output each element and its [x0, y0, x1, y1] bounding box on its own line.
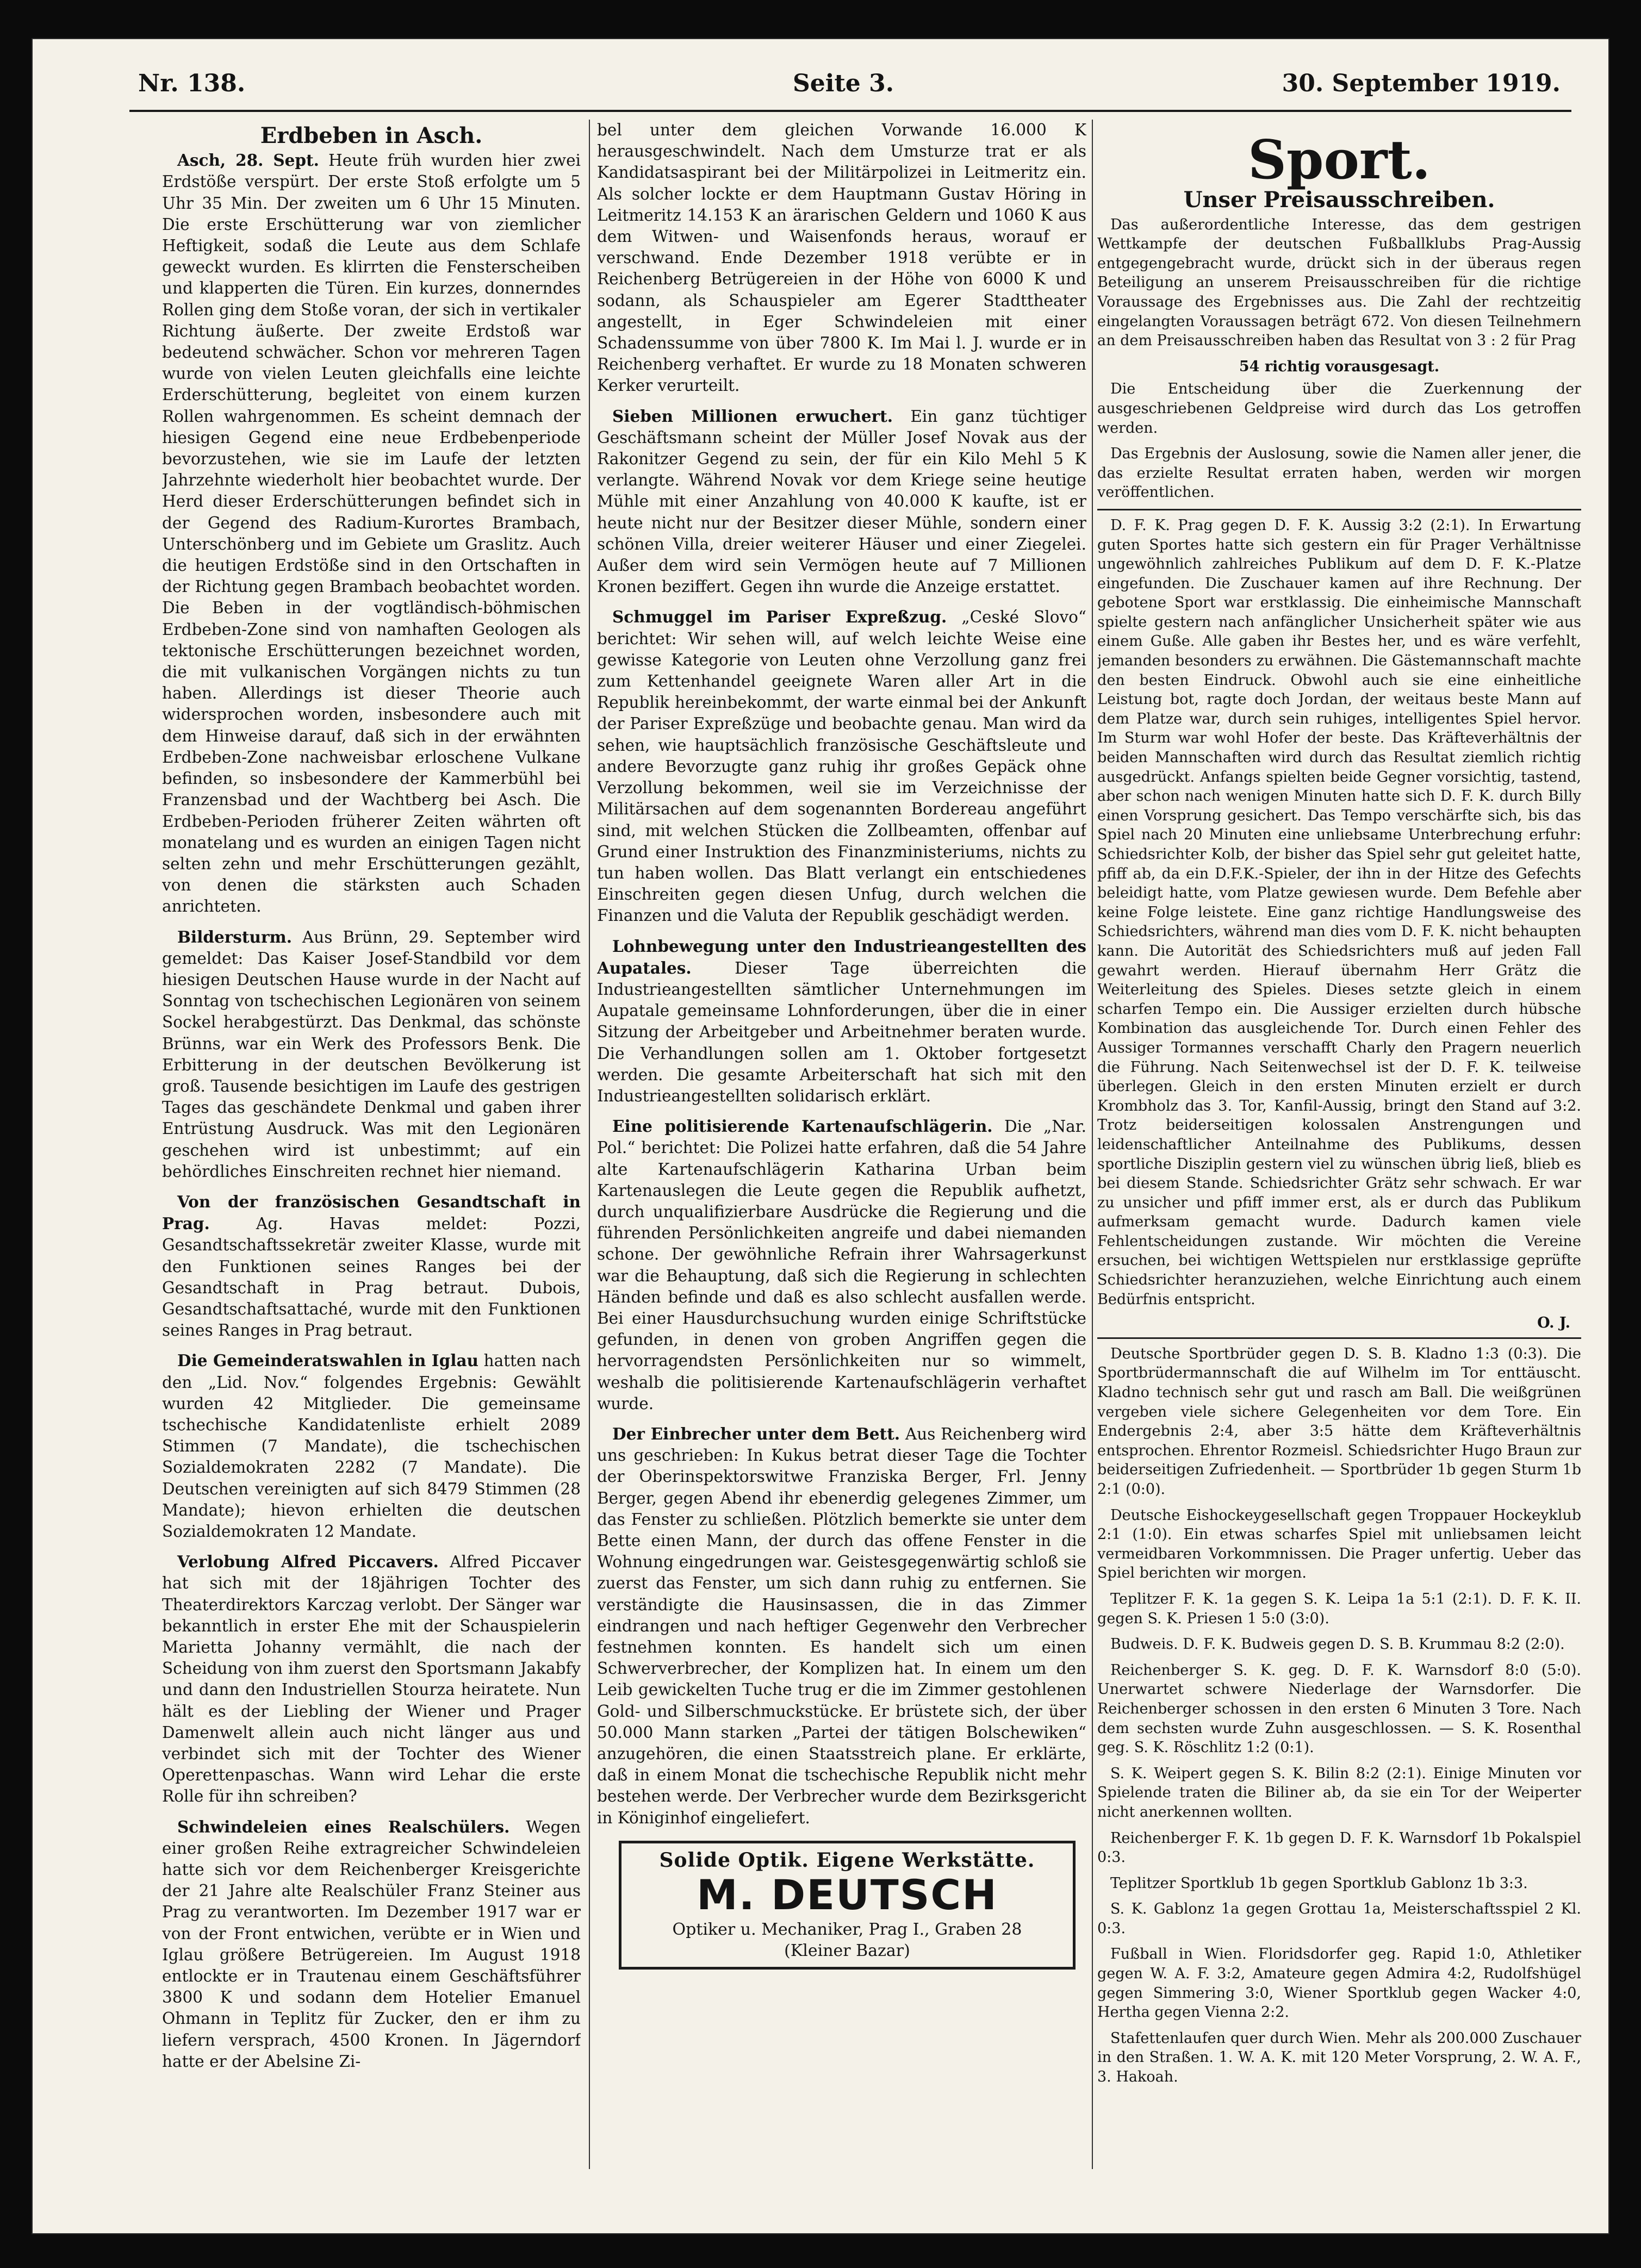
- article: [162, 1350, 581, 1542]
- column-1: [162, 120, 581, 2191]
- article-text: „Ceské Slovo“ berichtet: Wir sehen will, auf welch leichte Weise eine gewisse Kategorie von Leuten ohne Verzollung ganz frei zum Kettenhandel geeignete Waren aller Art in die Republik hereinbekommt, der warte einmal bei der Ankunft der Pariser Expreßzüge und beobachte genau. Man wird da sehen, wie hauptsächlich französische Geschäftsleute und andere Bevorzugte ganz ruhig ihr großes Gepäck ohne Verzollung bekommen, weil sie im Verzeichnisse der Militärsachen auf dem sogenannten Bordereau angeführt sind, mit welchen Stücken die Zollbeamten, offenbar auf Grund einer Instruktion des Finanzministeriums, nichts zu tun haben wollen. Das Blatt verlangt ein entschiedenes Einschreiten gegen diesen Unfug, durch welchen die Finanzen und die Valuta der Republik geschädigt werden.: [597, 608, 1086, 925]
- article: [162, 1551, 581, 1807]
- article-text: Ag. Havas meldet: Pozzi, Gesandtschaftssekretär zweiter Klasse, wurde mit den Funktionen seines Ranges bei der Gesandtschaft in Prag betraut. Dubois, Gesandtschaftsattaché, wurde mit den Funktionen seines Ranges in Prag betraut.: [162, 1214, 581, 1340]
- match-result: Deutsche Eishockeygesellschaft gegen Troppauer Hockeyklub 2:1 (1:0). Ein etwas scharfes Spiel mit unliebsamen leicht vermeidbaren Vorkommnissen. Die Prager unfertig. Ueber das Spiel berichten wir morgen.: [1097, 1506, 1581, 1582]
- article-text: Heute früh wurden hier zwei Erdstöße verspürt. Der erste Stoß erfolgte um 5 Uhr 35 Min. Der zweiten um 6 Uhr 15 Minuten. Die erste Erschütterung war von ziemlicher Heftigkeit, sodaß die Leute aus dem Schlafe geweckt wurden. Es klirrten die Fensterscheiben und klapperten die Türen. Ein kurzes, donnerndes Rollen ging dem Stoße voran, der sich in vertikaler Richtung äußerte. Der zweite Erdstoß war bedeutend schwächer. Schon vor mehreren Tagen wurde von vielen Leuten gleichfalls eine leichte Erderschütterung, begleitet von einem kurzen Rollen wahrgenommen. Es scheint demnach der hiesigen Gegend eine neue Erdbebenperiode bevorzustehen, wie sie im Laufe der letzten Jahrzehnte wiederholt hier beobachtet wurde. Der Herd dieser Erderschütterungen befindet sich in der Gegend des Radium-Kurortes Brambach, Unterschönberg und im Gebiete um Graslitz. Auch die heutigen Erdstöße sind in den Ortschaften in der Richtung gegen Brambach beobachtet worden. Die Beben in der vogtländisch-böhmischen Erdbeben-Zone sind von namhaften Geologen als tektonische Erschütterungen bezeichnet worden, die mit vulkanischen Vorgängen nichts zu tun haben. Allerdings ist dieser Theorie auch widersprochen worden, insbesondere auch mit dem Hinweise darauf, daß sich in der erwähnten Erdbeben-Zone nachweisbar erloschene Vulkane befinden, so insbesondere der Kammerbühl bei Franzensbad und der Wachtberg bei Asch. Die Erdbeben-Perioden früherer Zeiten währten oft monatelang und es wurden an einigen Tagen nicht selten zehn und mehr Erschütterungen gezählt, von denen die stärksten auch Schaden anrichteten.: [162, 151, 581, 916]
- ad-address: Optiker u. Mechaniker, Prag I., Graben 28: [672, 1920, 1022, 1940]
- contest-paragraph: Die Entscheidung über die Zuerkennung der ausgeschriebenen Geldpreise wird durch das Los getroffen werden.: [1097, 381, 1581, 437]
- author-initials: O. J.: [1537, 1314, 1570, 1332]
- article: [597, 606, 1086, 926]
- match-result: S. K. Weipert gegen S. K. Bilin 8:2 (2:1). Einige Minuten vor Spielende traten die Biliner ab, da sie ein Tor der Weiperter nicht anerkennen wollten.: [1097, 1765, 1581, 1821]
- article-text: Aus Reichenberg wird uns geschrieben: In Kukus betrat dieser Tage die Tochter der Oberinspektorswitwe Franziska Berger, Frl. Jenny Berger, gegen Abend ihr ebenerdig gelegenes Zimmer, um das Fenster zu schließen. Plötzlich bemerkte sie unter dem Bette einen Mann, der durch das offene Fenster in die Wohnung eingedrungen war. Geistesgegenwärtig schloß sie zuerst das Fenster, um sich dann ruhig zu entfernen. Sie verständigte die Hausinsassen, die in das Zimmer eindrangen und nach heftiger Gegenwehr den Verbrecher festnehmen konnten. Es handelt sich um einen Schwerverbrecher, der Komplizen hat. In einem um den Leib gewickelten Tuche trug er die im Zimmer gestohlenen Gold- und Silberschmuckstücke. Er brüstete sich, der über 50.000 Mann starken „Partei der tätigen Bolschewiken“ anzugehören, die einen Staatsstreich plane. Er erklärte, daß in einem Monat die tschechische Republik nicht mehr bestehen werde. Der Verbrecher wurde dem Bezirksgericht in Königinhof eingeliefert.: [597, 1424, 1086, 1827]
- contest-intro: Das außerordentliche Interesse, das dem gestrigen Wettkampfe der deutschen Fußballklubs Prag-Aussig entgegengebracht wurde, drückt sich in der überaus regen Beteiligung an unserem Preisausschreiben für die richtige Voraussage des Ergebnisses aus. Die Zahl der rechtzeitig eingelangten Voraussagen beträgt 672. Von diesen Teilnehmern an dem Preisausschreiben haben das Resultat von 3 : 2 für Prag: [1097, 216, 1581, 350]
- section-divider: [1097, 509, 1581, 510]
- match-result: Teplitzer Sportklub 1b gegen Sportklub Gablonz 1b 3:3.: [1110, 1874, 1528, 1892]
- article-text: Wegen einer großen Reihe extragreicher Schwindeleien hatte sich vor dem Reichenberger Kreisgerichte der 21 Jahre alte Realschüler Franz Steiner aus Prag zu verantworten. Im Dezember 1917 war er von der Front entwichen, verübte er in Wien und Iglau größere Betrügereien. Im August 1918 entlockte er in Trautenau einem Geschäftsführer 3800 K und sodann dem Hotelier Emanuel Ohmann in Teplitz für Zucker, den er ihm zu liefern versprach, 4500 Kronen. In Jägerndorf hatte er der Abelsine Zi-: [162, 1817, 581, 2071]
- article: [597, 406, 1086, 598]
- issue-date: 30. September 1919.: [1282, 70, 1561, 97]
- article-lead: Bildersturm.: [177, 927, 292, 946]
- column-divider: [589, 120, 590, 2169]
- article-lead: Sieben Millionen erwuchert.: [612, 406, 893, 426]
- article: [162, 1191, 581, 1341]
- article-text: Aus Brünn, 29. September wird gemeldet: Das Kaiser Josef-Standbild vor dem hiesigen Deutschen Hause wurde in der Nacht auf Sonntag von tschechischen Legionären von seinem Sockel herabgestürzt. Das Denkmal, das schönste Brünns, war ein Werk des Professors Benk. Die Erbitterung in der deutschen Bevölkerung ist groß. Tausende besichtigen im Laufe des gestrigen Tages das geschändete Denkmal und gaben ihrer Entrüstung Ausdruck. Was mit den Legionären geschehen wird ist unbestimmt; auf ein behördliches Einschreiten rechnet hier niemand.: [162, 927, 581, 1181]
- section-divider: [1097, 1337, 1581, 1339]
- article: [597, 1116, 1086, 1415]
- article-lead: Der Einbrecher unter dem Bett.: [612, 1424, 900, 1443]
- article-continuation: [597, 120, 1086, 397]
- article-text: hatten nach den „Lid. Nov.“ folgendes Ergebnis: Gewählt wurden 42 Mitglieder. Die gemeinsame tschechische Kandidatenliste erhielt 2089 Stimmen (7 Mandate), die tschechischen Sozialdemokraten 2282 (7 Mandate). Die Deutschen vereinigten auf sich 8479 Stimmen (28 Mandate); hievon erhielten die deutschen Sozialdemokraten 12 Mandate.: [162, 1351, 581, 1541]
- article: [162, 149, 581, 917]
- article-lead: Eine politisierende Kartenaufschlägerin.: [612, 1117, 993, 1136]
- match-result: S. K. Gablonz 1a gegen Grottau 1a, Meisterschaftsspiel 2 Kl. 0:3.: [1097, 1901, 1581, 1937]
- article-lead: Lohnbewegung unter den Industrieangestellten des Aupatales.: [597, 936, 1086, 977]
- column-2: [597, 120, 1086, 2191]
- section-title: Sport.: [1248, 129, 1431, 191]
- article-lead: Schwindeleien eines Realschülers.: [177, 1817, 510, 1836]
- match-result: Stafettenlaufen quer durch Wien. Mehr als 200.000 Zuschauer in den Straßen. 1. W. A. K. mit 120 Meter Vorsprung, 2. W. A. F., 3. Hakoah.: [1097, 2029, 1581, 2086]
- article-text: Ein ganz tüchtiger Geschäftsmann scheint der Müller Josef Novak aus der Rakonitzer Gegend zu sein, der für ein Kilo Mehl 5 K verlangte. Während Novak vor dem Kriege seine heutige Mühle mit einer Anzahlung von 40.000 K kaufte, ist er heute nicht nur der Besitzer dieser Mühle, sondern einer schönen Villa, dreier weiterer Häuser und einer Ziegelei. Außer dem wird sein Vermögen heute auf 7 Millionen Kronen beziffert. Gegen ihn wurde die Anzeige erstattet.: [597, 407, 1086, 596]
- article-lead: Verlobung Alfred Piccavers.: [177, 1552, 439, 1572]
- article-heading: Erdbeben in Asch.: [260, 123, 483, 148]
- article: [597, 1423, 1086, 1829]
- article: [597, 936, 1086, 1107]
- article-text: Die „Nar. Pol.“ berichtet: Die Polizei hatte erfahren, daß die 54 Jahre alte Kartenaufschlägerin Katharina Urban beim Kartenauslegen die Leute gegen die Republik aufhetzt, durch unqualifizierbare Ausdrücke die Regierung und die führenden Persönlichkeiten angreife und dabei niemanden schone. Der gewöhnliche Refrain ihrer Wahrsagerkunst war die Behauptung, daß sich die Regierung in schlechten Händen befinde und daß es also schlecht ausfallen werde. Bei einer Hausdurchsuchung wurden einige Schriftstücke gefunden, in denen von groben Angriffen gegen die hervorragendsten Persönlichkeiten nur so wimmelt, weshalb die politisierende Kartenaufschlägerin verhaftet wurde.: [597, 1117, 1086, 1413]
- column-divider: [1092, 120, 1093, 2169]
- article-lead: Von der französischen Gesandtschaft in Prag.: [162, 1192, 581, 1233]
- article-lead: Asch, 28. Sept.: [177, 151, 319, 170]
- section-subtitle: Unser Preisausschreiben.: [1183, 187, 1495, 213]
- match-result: Deutsche Sportbrüder gegen D. S. B. Kladno 1:3 (0:3). Die Sportbrüdermannschaft die auf Wilhelm im Tor enttäuscht. Kladno technisch sehr gut und rasch am Ball. Die weißgrünen vergeben viele sichere Gelegenheiten vor dem Tore. Ein Endergebnis 2:4, aber 3:5 hätte dem Kräfteverhältnis entsprochen. Ehrentor Rozmeisl. Schiedsrichter Hugo Braun zur beiderseitigen Zufriedenheit. — Sportbrüder 1b gegen Sturm 1b 2:1 (0:0).: [1097, 1345, 1581, 1498]
- article: [162, 926, 581, 1182]
- column-3-sport: [1097, 120, 1581, 2191]
- match-report: D. F. K. Prag gegen D. F. K. Aussig 3:2 (2:1). In Erwartung guten Sportes hatte sich gestern ein für Prager Verhältnisse ungewöhnlich zahlreiches Publikum auf dem D. F. K.-Platze eingefunden. Die Zuschauer kamen auf ihre Rechnung. Der gebotene Sport war erstklassig. Die einheimische Mannschaft spielte gestern nach anfänglicher Unsicherheit später wie aus einem Guße. Alle gaben ihr Bestes her, und es wäre verfehlt, jemanden besonders zu erwähnen. Die Gästemannschaft machte den besten Eindruck. Obwohl auch sie eine einheitliche Leistung bot, ragte doch Jordan, der weitaus beste Mann auf dem Platze war, durch sein ruhiges, intelligentes Spiel hervor. Im Sturm war wohl Hofer der beste. Das Kräfteverhältnis der beiden Mannschaften wird durch das Resultat ziemlich richtig ausgedrückt. Anfangs spielten beide Gegner vorsichtig, tastend, aber schon nach wenigen Minuten hatte sich D. F. K. durch Billy einen Vorsprung gesichert. Das Tempo verschärfte sich, bis das Spiel nach 20 Minuten eine unliebsame Unterbrechung erfuhr: Schiedsrichter Kolb, der bisher das Spiel sehr gut geleitet hatte, pfiff ab, da ein D.F.K.-Spieler, der ihn in der Hitze des Gefechts beleidigt hatte, vom Platze gewiesen wurde. Dem Befehle aber keine Folge leistete. Eine ganz richtige Handlungsweise des Schiedsrichters, während man dies vom D. F. K. nicht behaupten kann. Die Autorität des Schiedsrichters muß auf jeden Fall gewahrt werden. Hierauf übernahm Herr Grätz die Weiterleitung des Spieles. Dieses setzte gleich in einem scharfen Tempo ein. Die Aussiger erzielten durch hübsche Kombination das ausgleichende Tor. Durch einen Fehler des Aussiger Tormannes verschafft Charly den Pragern neuerlich die Führung. Nach Seitenwechsel ist der D. F. K. teilweise überlegen. Gleich in den ersten Minuten erzielt er durch Krombholz das 3. Tor, Kanfil-Aussig, bringt den Stand auf 3:2. Trotz beiderseitigen kolossalen Anstrengungen und leidenschaftlicher Anteilnahme des Publikums, dessen sportliche Disziplin gestern viel zu wünschen übrig ließ, blieb es bei diesem Stande. Schiedsrichter Grätz sehr schwach. Er war zu unsicher und pfiff immer erst, als er durch das Publikum aufmerksam gemacht wurde. Dadurch kamen viele Fehlentscheidungen zustande. Wir möchten die Vereine ersuchen, bei wichtigen Wettspielen nur erstklassige geprüfte Schiedsrichter heranzuziehen, welche Einrichtung auch einem Bedürfnis entspricht.: [1097, 516, 1581, 1308]
- article-text: bel unter dem gleichen Vorwande 16.000 K herausgeschwindelt. Nach dem Umsturze trat er als Kandidatsaspirant bei der Militärpolizei in Leitmeritz ein. Als solcher lockte er dem Hauptmann Gustav Höring in Leitmeritz 14.153 K an ärarischen Geldern und 1060 K aus dem Witwen- und Waisenfonds heraus, worauf er verschwand. Ende Dezember 1918 verübte er in Reichenberg Betrügereien in der Höhe von 6000 K und sodann, als Schauspieler am Egerer Stadttheater angestellt, in Eger Schwindeleien mit einer Schadenssumme von über 7800 K. Im Mai l. J. wurde er in Reichenberg verhaftet. Er wurde zu 18 Monaten schweren Kerker verurteilt.: [597, 121, 1086, 395]
- contest-paragraph: Das Ergebnis der Auslosung, sowie die Namen aller jener, die das erzielte Resultat erraten haben, werden wir morgen veröffentlichen.: [1097, 445, 1581, 501]
- match-result: Reichenberger F. K. 1b gegen D. F. K. Warnsdorf 1b Pokalspiel 0:3.: [1097, 1829, 1581, 1866]
- newspaper-page: [32, 38, 1609, 2234]
- advertisement-box: [619, 1841, 1076, 1970]
- issue-number: Nr. 138.: [138, 70, 246, 97]
- article-text: Dieser Tage überreichten die Industrieangestellten sämtlicher Unternehmungen im Aupatale gemeinsame Lohnforderungen, über die in einer Sitzung der Arbeitgeber und Arbeitnehmer beraten wurde. Die Verhandlungen sollen am 1. Oktober fortgesetzt werden. Die gesamte Arbeiterschaft hat sich mit den Industrieangestellten solidarisch erklärt.: [597, 958, 1086, 1105]
- match-result: Reichenberger S. K. geg. D. F. K. Warnsdorf 8:0 (5:0). Unerwartet schwere Niederlage der Warnsdorfer. Die Reichenberger schossen in den ersten 6 Minuten 3 Tore. Nach dem sechsten wurde Zuhn ausgeschlossen. — S. K. Rosenthal geg. S. K. Röschlitz 1:2 (0:1).: [1097, 1661, 1581, 1756]
- article-lead: Die Gemeinderatswahlen in Iglau: [177, 1351, 479, 1370]
- ad-location-note: (Kleiner Bazar): [784, 1941, 910, 1961]
- article: [162, 1816, 581, 2072]
- contest-highlight: 54 richtig vorausgesagt.: [1239, 358, 1440, 375]
- ad-company-name: M. DEUTSCH: [697, 1871, 998, 1920]
- article-lead: Schmuggel im Pariser Expreßzug.: [612, 607, 947, 627]
- header-rule: [129, 110, 1571, 112]
- match-result: Fußball in Wien. Floridsdorfer geg. Rapid 1:0, Athletiker gegen W. A. F. 3:2, Amateure gegen Admira 4:2, Rudolfshügel gegen Simmering 3:0, Wiener Sportklub gegen Wacker 4:0, Hertha gegen Vienna 2:2.: [1097, 1946, 1581, 2021]
- page-header: [32, 59, 1609, 108]
- match-result: Teplitzer F. K. 1a gegen S. K. Leipa 1a 5:1 (2:1). D. F. K. II. gegen S. K. Priesen 1 5:0 (3:0).: [1097, 1590, 1581, 1627]
- article-text: Alfred Piccaver hat sich mit der 18jährigen Tochter des Theaterdirektors Karczag verlobt. Der Sänger war bekanntlich in erster Ehe mit der Schauspielerin Marietta Johanny vermählt, die nach der Scheidung von ihm zuerst den Sportsmann Jakabfy und dann den Industriellen Stourza heiratete. Nun hält es der Liebling der Wiener und Prager Damenwelt allein auch nicht länger aus und verbindet sich mit der Tochter des Wiener Operettenpaschas. Wann wird Lehar die erste Rolle für ihn schreiben?: [162, 1553, 581, 1806]
- page-number: Seite 3.: [793, 70, 894, 97]
- match-result: Budweis. D. F. K. Budweis gegen D. S. B. Krummau 8:2 (2:0).: [1110, 1636, 1565, 1653]
- ad-tagline: Solide Optik. Eigene Werkstätte.: [659, 1848, 1035, 1872]
